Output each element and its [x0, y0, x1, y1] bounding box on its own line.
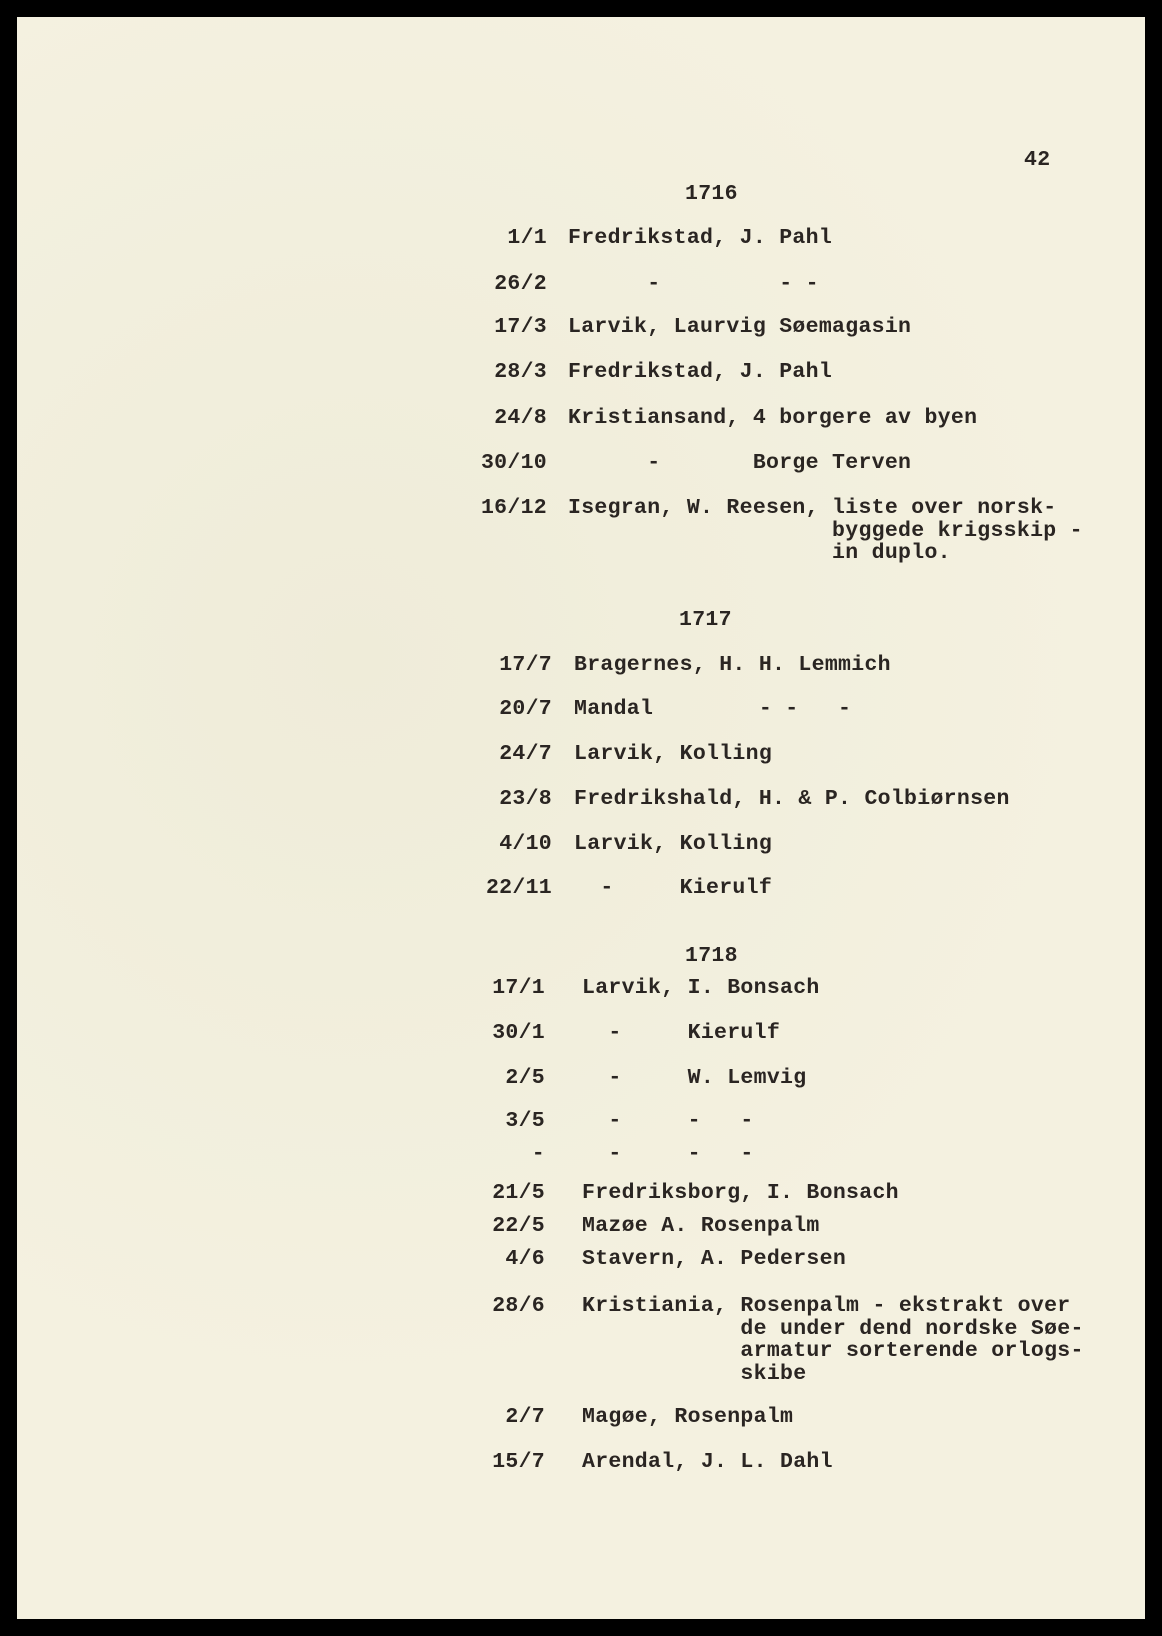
entry-date: 30/1 — [492, 1021, 545, 1045]
entry-date: 2/5 — [505, 1066, 545, 1090]
entry-date: 3/5 — [505, 1109, 545, 1133]
entry-text: armatur sorterende orlogs- — [582, 1339, 1084, 1363]
year-heading: 1716 — [685, 182, 738, 206]
entry-text: byggede krigsskip - — [568, 518, 1083, 543]
entry-text: in duplo. — [568, 541, 951, 565]
entry-date: 1/1 — [507, 226, 547, 250]
entry-text: - Kierulf — [582, 1021, 781, 1045]
entry-text: - Kierulf — [574, 876, 773, 900]
entry-date: 2/7 — [505, 1405, 545, 1429]
entry-text: - - - — [582, 1142, 754, 1166]
entry-text: Fredrikstad, J. Pahl — [568, 226, 833, 250]
entry-date: 16/12 — [480, 496, 547, 520]
entry-text: Fredriksborg, I. Bonsach — [582, 1181, 899, 1205]
entry-date: 30/10 — [480, 451, 547, 475]
entry-text: Fredrikshald, H. & P. Colbiørnsen — [574, 787, 1010, 811]
entry-date: 22/11 — [485, 876, 552, 900]
entry-date: 28/6 — [492, 1294, 545, 1318]
entry-date: 4/10 — [499, 832, 552, 856]
entry-text: Larvik, Laurvig Søemagasin — [568, 315, 912, 339]
entry-text: - - - — [568, 272, 819, 296]
entry-date: 4/6 — [505, 1247, 545, 1271]
entry-text: Stavern, A. Pedersen — [582, 1247, 847, 1271]
entry-date: 17/3 — [494, 315, 547, 339]
entry-date: 21/5 — [492, 1181, 545, 1205]
entry-text: Fredrikstad, J. Pahl — [568, 360, 833, 384]
entry-text: Magøe, Rosenpalm — [582, 1405, 794, 1429]
entry-date: 20/7 — [499, 697, 552, 721]
entry-text: Mandal - - - — [574, 697, 852, 721]
year-heading: 1717 — [679, 608, 732, 632]
entry-date: - — [531, 1142, 545, 1166]
entry-text: Larvik, I. Bonsach — [582, 976, 820, 1000]
entry-text: - - - — [582, 1109, 754, 1133]
entry-text: Bragernes, H. H. Lemmich — [574, 653, 891, 677]
entry-text: Isegran, W. Reesen, liste over norsk- — [568, 496, 1057, 520]
entry-text: Kristiansand, 4 borgere av byen — [568, 406, 978, 430]
entry-text: Mazøe A. Rosenpalm — [582, 1214, 820, 1238]
entry-date: 22/5 — [492, 1214, 545, 1238]
entry-text: skibe — [582, 1361, 807, 1386]
year-heading: 1718 — [685, 944, 738, 968]
page-number: 42 — [1024, 148, 1051, 172]
document-page — [17, 17, 1145, 1619]
entry-date: 23/8 — [499, 787, 552, 811]
entry-date: 26/2 — [494, 272, 547, 296]
entry-text: Arendal, J. L. Dahl — [582, 1450, 833, 1474]
entry-text: Larvik, Kolling — [574, 832, 773, 856]
entry-date: 17/7 — [499, 653, 552, 677]
entry-date: 17/1 — [492, 976, 545, 1000]
entry-text: de under dend nordske Søe- — [582, 1316, 1084, 1341]
entry-date: 24/8 — [494, 406, 547, 430]
entry-text: - W. Lemvig — [582, 1066, 807, 1090]
entry-text: Kristiania, Rosenpalm - ekstrakt over — [582, 1294, 1071, 1318]
entry-date: 15/7 — [492, 1450, 545, 1474]
entry-date: 24/7 — [499, 742, 552, 766]
entry-text: Larvik, Kolling — [574, 742, 773, 766]
entry-date: 28/3 — [494, 360, 547, 384]
entry-text: - Borge Terven — [568, 451, 912, 475]
